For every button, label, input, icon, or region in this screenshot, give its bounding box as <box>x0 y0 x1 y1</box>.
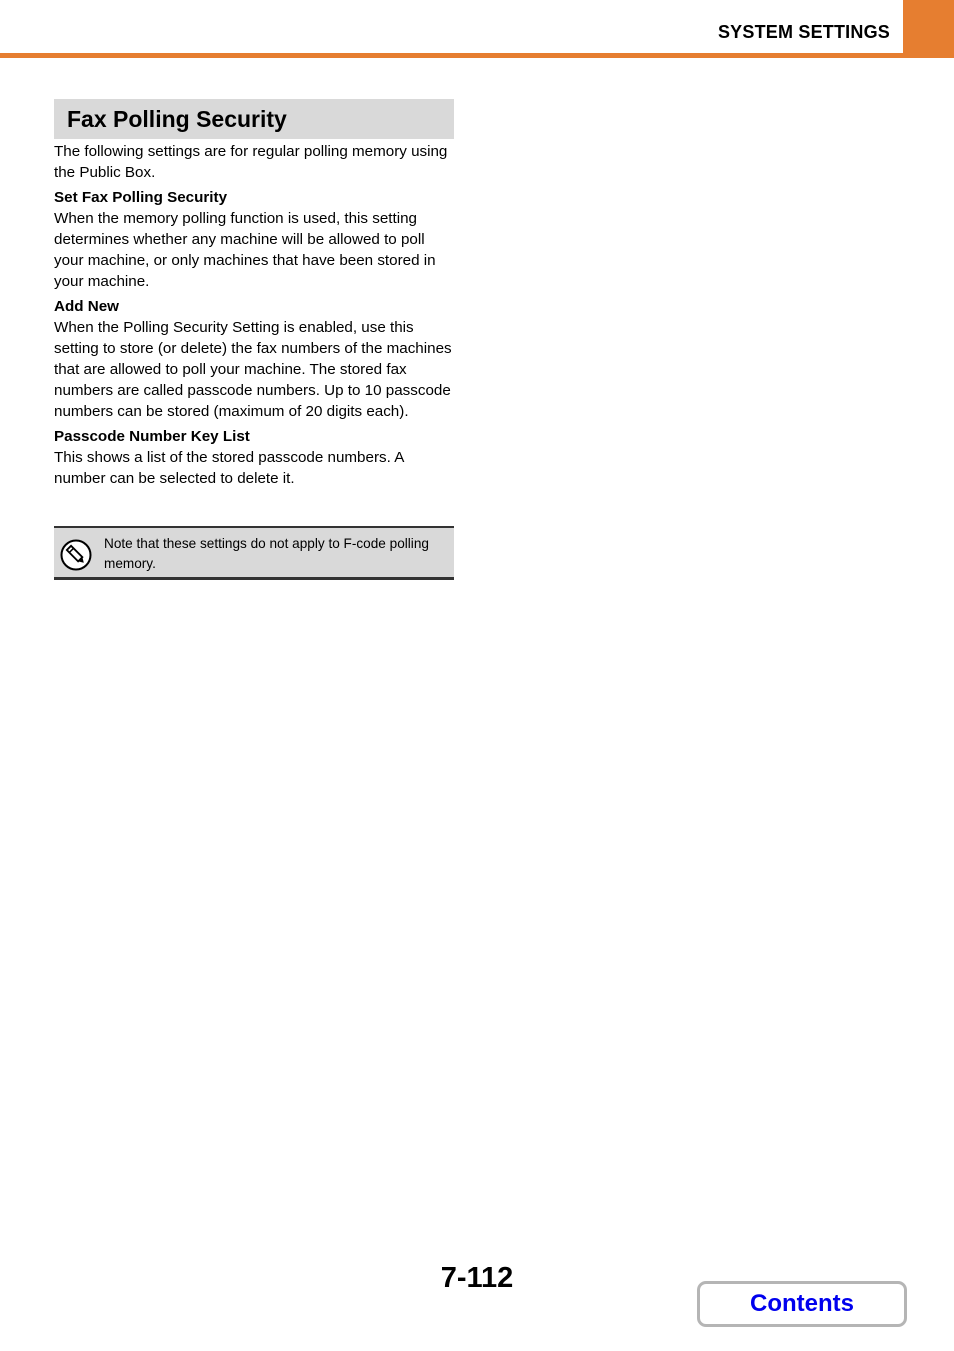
note-text: Note that these settings do not apply to F-code polling memory. <box>104 536 429 571</box>
contents-button[interactable]: Contents <box>697 1281 907 1327</box>
term-add-new: Add New <box>54 298 119 315</box>
description-set-fax-polling-security: When the memory polling function is used, this setting determines whether any machine will be allowed to poll your machine, or only machines that have been stored in your machine. <box>54 210 436 290</box>
header-title: SYSTEM SETTINGS <box>717 22 890 42</box>
section-heading: Fax Polling Security <box>54 99 454 139</box>
pencil-note-icon <box>60 539 92 571</box>
section-content <box>54 141 458 493</box>
note-box <box>54 526 454 580</box>
intro-paragraph: The following settings are for regular polling memory using the Public Box. <box>54 143 448 181</box>
header-accent-tab <box>903 0 954 58</box>
term-set-fax-polling-security: Set Fax Polling Security <box>54 189 228 206</box>
header-rule <box>0 53 954 58</box>
page-number: 7-112 <box>440 1262 514 1294</box>
description-add-new: When the Polling Security Setting is enabled, use this setting to store (or delete) the fax numbers of the machines that are allowed to poll your machine. The stored fax numbers are called passcode numbers. Up to 10 passcode numbers can be stored (maximum of 20 digits each). <box>54 319 452 420</box>
description-passcode-number-key-list: This shows a list of the stored passcode numbers. A number can be selected to delete it. <box>54 449 404 487</box>
term-passcode-number-key-list: Passcode Number Key List <box>54 428 250 445</box>
